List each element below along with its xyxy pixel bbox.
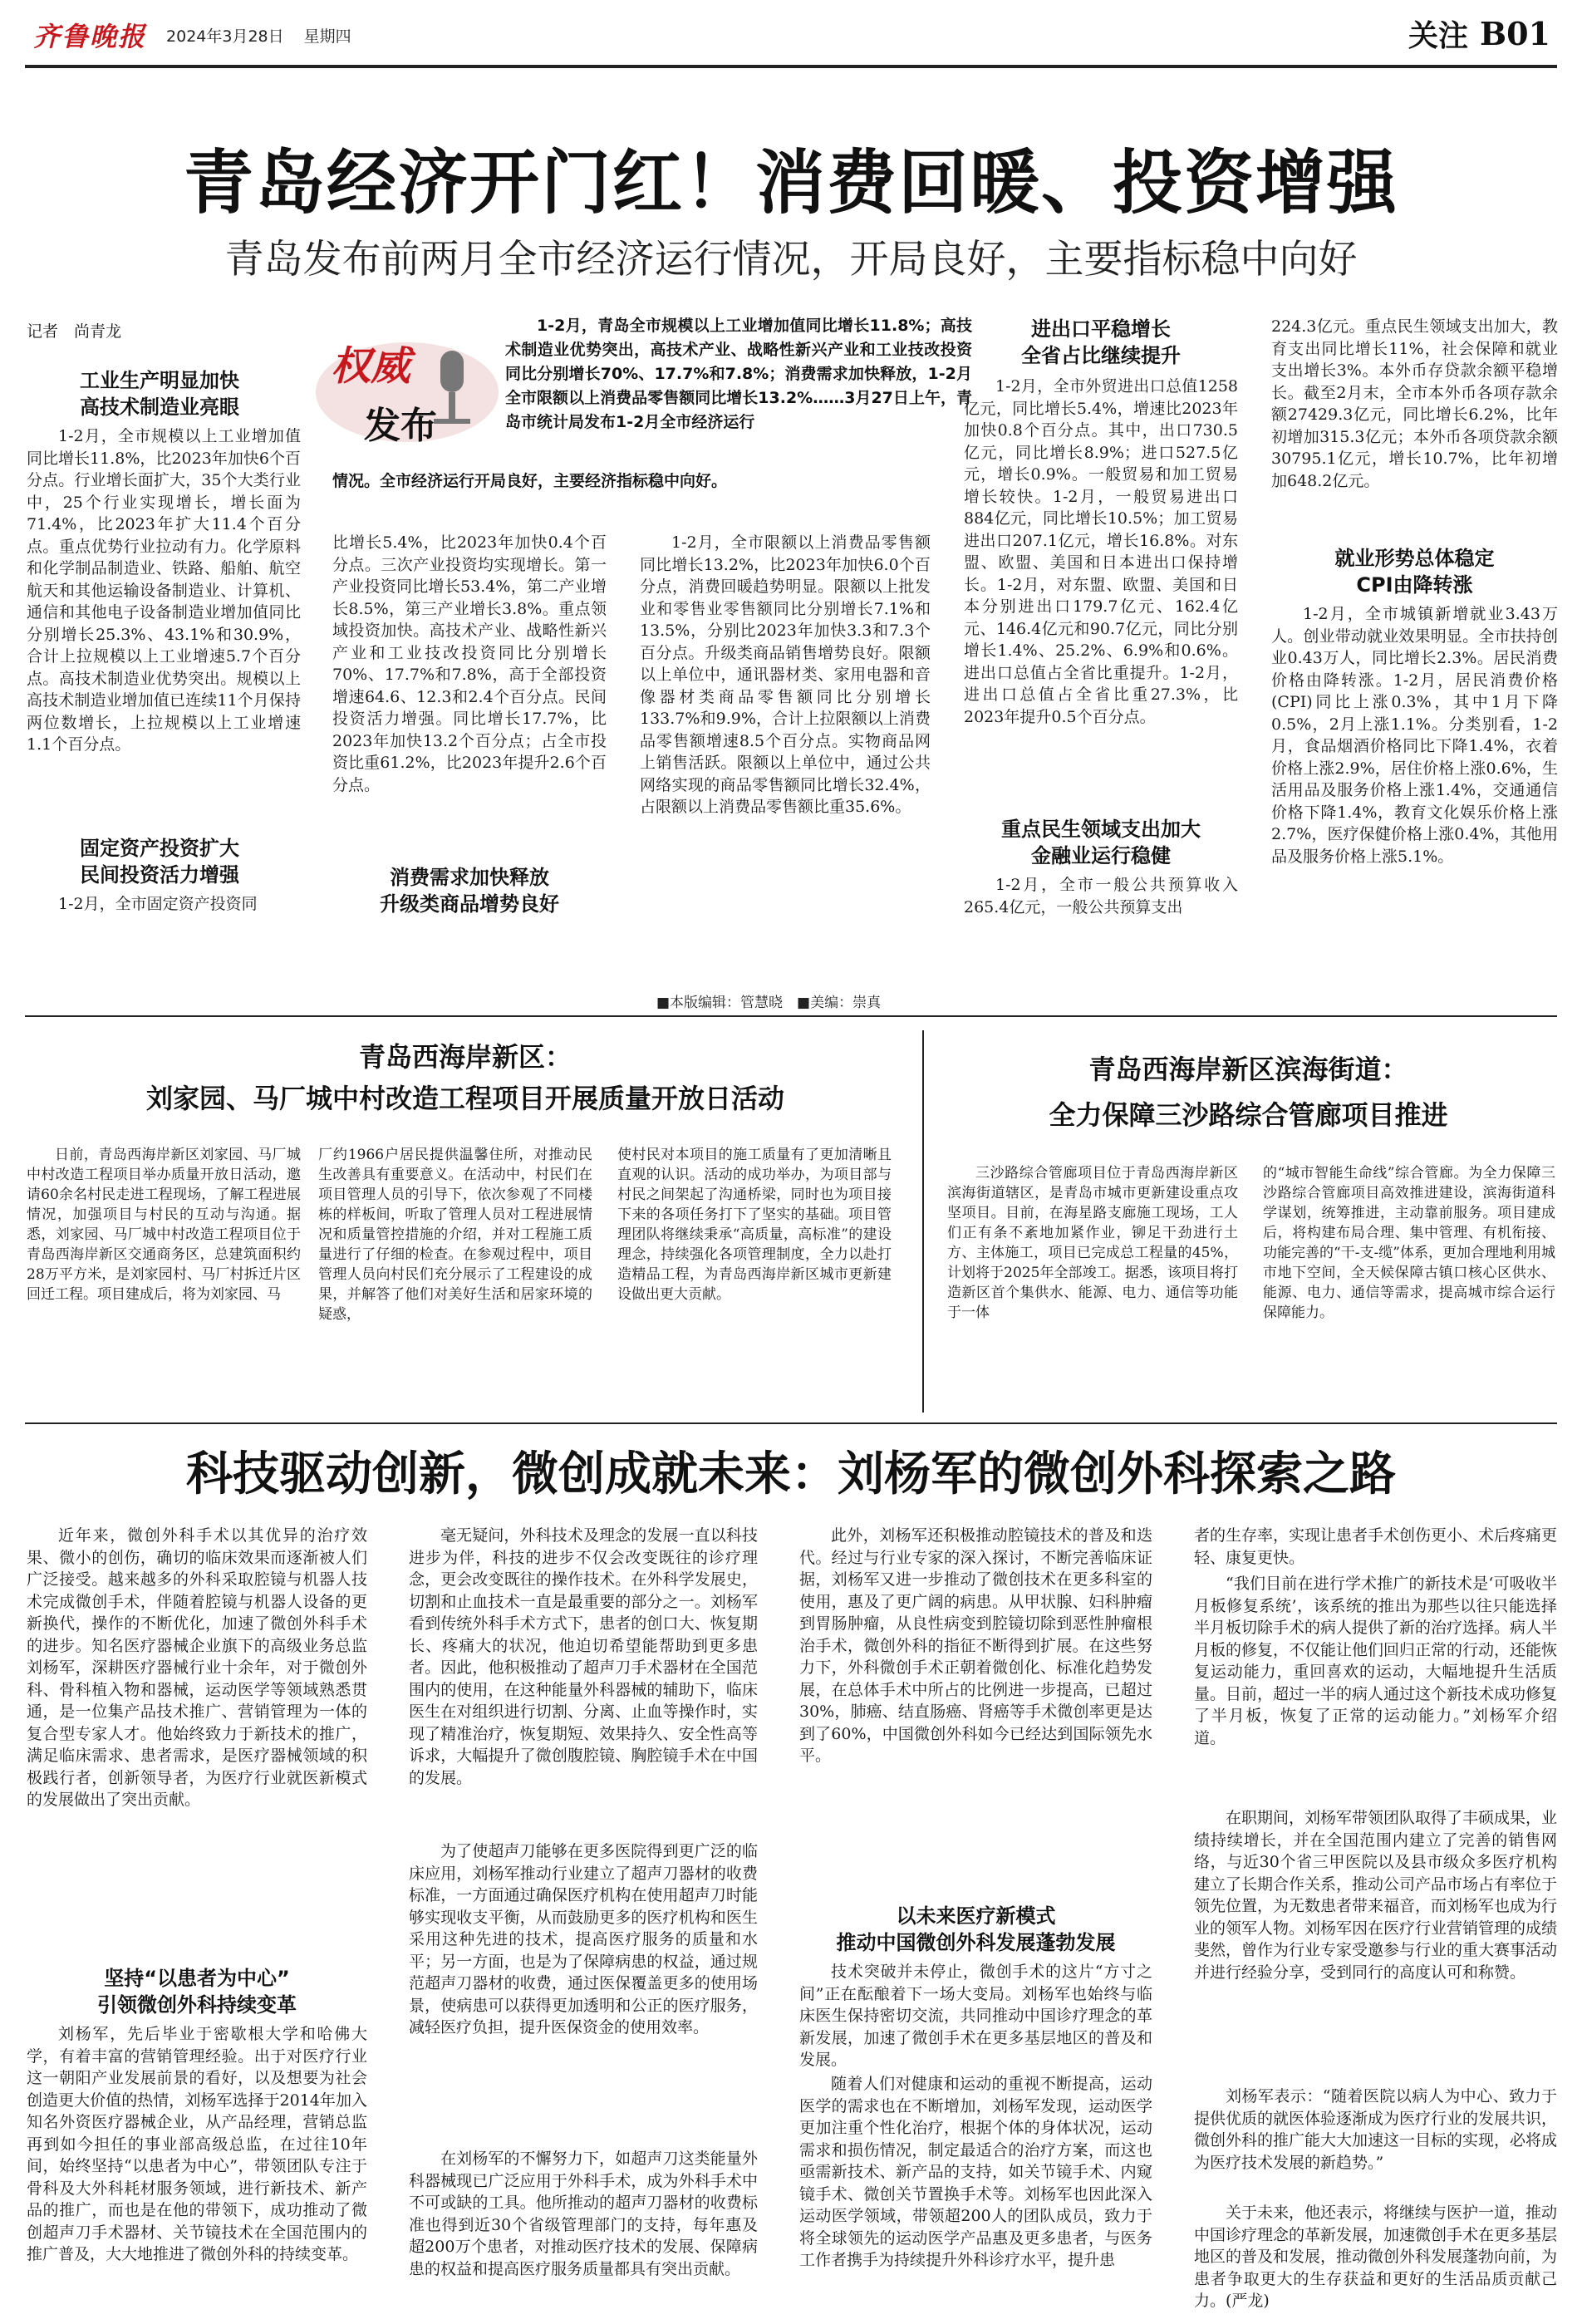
section-title-trade: 进出口平稳增长 全省占比继续提升 (1021, 317, 1181, 367)
feature-col4-para1: 者的生存率，实现让患者手术创伤更小、术后疼痛更轻、康复更快。 (1194, 1526, 1557, 1567)
feature-col3-para2: 技术突破并未停止，微创手术的这片“方寸之间”正在酝酿着下一场大变局。刘杨军也始终与临床医生保持密切交流，共同推动中国诊疗理念的革新发展，加速了微创手术在更多基层地区的普及和发展。 (799, 1963, 1152, 2069)
article-body-liujiayuan-3: 使村民对本项目的施工质量有了更加清晰且直观的认识。活动的成功举办，为项目部与村民之间架起了沟通桥梁，同时也为项目接下来的各项任务打下了坚实的基础。项目管理团队将继续秉承“高质量，高标准”的建设理念，持续强化各项管理制度，全力以赴打造精品工程，为青岛西海岸新区城市更新建设做出更大贡献。 (617, 1147, 892, 1303)
authority-release-emblem (307, 326, 507, 450)
feature-col2-para3: 在刘杨军的不懈努力下，如超声刀这类能量外科器械现已广泛应用于外科手术，成为外科手术中不可或缺的工具。他所推动的超声刀器材的收费标准也得到近30个省级管理部门的支持，每年惠及超200万个患者，对推动医疗技术的发展、保障病患的权益和提高医疗服务质量都具有突出贡献。 (409, 2150, 758, 2278)
feature-col2-para1: 毫无疑问，外科技术及理念的发展一直以科技进步为伴，科技的进步不仅会改变既往的诊疗理念，更会改变既往的操作技术。在外科学发展史，切割和止血技术一直是最重要的部分之一。刘杨军看到传统外科手术方式下，患者的创口大、恢复期长、疼痛大的状况，他迫切希望能帮助到更多患者。因此，他积极推动了超声刀手术器材在全国范围内的使用，在这种能量外科器械的辅助下，临床医生在对组织进行切割、分离、止血等操作时，实现了精准治疗，恢复期短、效果持久、安全性高等诉求，大幅提升了微创腹腔镜、胸腔镜手术在中国的发展。 (409, 1526, 758, 1787)
newspaper-logo: 齐鲁晚报 (33, 21, 147, 52)
feature-subtitle-patient-centered: 坚持“以患者为中心” 引领微创外科持续变革 (97, 1967, 297, 2017)
page-label (1408, 15, 1550, 52)
section-title-investment: 固定资产投资扩大 民间投资活力增强 (80, 837, 239, 887)
section-body-livelihood: 1-2月，全市一般公共预算收入265.4亿元，一般公共预算支出 (964, 876, 1238, 916)
sub-headline: 青岛发布前两月全市经济运行情况，开局良好，主要指标稳中向好 (224, 237, 1358, 283)
issue-date: 2024年3月28日 (166, 27, 284, 46)
section-divider (25, 1015, 1557, 1017)
section-title-industry: 工业生产明显加快 高技术制造业亮眼 (80, 369, 239, 419)
feature-col3-para3: 随着人们对健康和运动的重视不断提高，运动医学的需求也在不断增加，刘杨军发现，运动医学更加注重个性化治疗，根据个体的身体状况，运动需求和损伤情况，制定最适合的治疗方案，而这也亟需新技术、新产品的支持，如关节镜手术、内窥镜手术、微创关节置换手术等。刘杨军也因此深入运动医学领域，带领超200人的团队成员，致力于将全球领先的运动医学产品惠及更多患者，与医务工作者携手为持续提升外科诊疗水平，提升患 (799, 2075, 1152, 2269)
emblem-word-release: 发布 (364, 405, 437, 447)
article-kicker-binhai: 青岛西海岸新区滨海街道： (1088, 1054, 1408, 1085)
lead-paragraph: 1-2月，青岛全市规模以上工业增加值同比增长11.8%；高技术制造业优势突出，高技术产业、战略性新兴产业和工业技改投资同比分别增长70%、17.7%和7.8%；消费需求加快释放，1-2月全市限额以上消费品零售额同比增长13.2%……3月27日上午，青岛市统计局发布1-2月全市经济运行 (505, 317, 972, 431)
feature-subtitle-future-medicine: 以未来医疗新模式 推动中国微创外科发展蓬勃发展 (836, 1904, 1116, 1954)
section-title-consumption: 消费需求加快释放 升级类商品增势良好 (380, 866, 559, 916)
main-headline: 青岛经济开门红！消费回暖、投资增强 (183, 142, 1398, 224)
emblem-word-authority: 权威 (331, 343, 411, 390)
article-kicker-liujiayuan: 青岛西海岸新区： (358, 1041, 572, 1073)
section-title-livelihood: 重点民生领域支出加大 金融业运行稳健 (1001, 818, 1201, 867)
article-body-binhai-2: 的“城市智能生命线”综合管廊。为全力保障三沙路综合管廊项目高效推进建设，滨海街道科学谋划，统筹推进，主动靠前服务。项目建成后，将构建布局合理、集中管理、有机衔接、功能完善的“干-支-缆”体系，更加合理地利用城市地下空间，全天候保障古镇口核心区供水、能源、电力、通信等需求，提高城市综合运行保障能力。 (1263, 1165, 1555, 1321)
section-title-employment: 就业形势总体稳定 CPI由降转涨 (1334, 547, 1495, 597)
section-divider-2 (25, 1422, 1557, 1424)
article-body-binhai-1: 三沙路综合管廊项目位于青岛西海岸新区滨海街道辖区，是青岛市城市更新建设重点攻坚项目。目前，在海星路支廊施工现场，工人们正有条不紊地加紧作业，铆足干劲进行土方、主体施工，项目已完成总工程量的45%，计划将于2025年全部竣工。据悉，该项目将打造新区首个集供水、能源、电力、通信等功能于一体 (947, 1165, 1238, 1321)
article-body-liujiayuan-1: 日前，青岛西海岸新区刘家园、马厂城中村改造工程项目举办质量开放日活动，邀请60余名村民走进工程现场，了解工程进展情况，加强项目与村民的互动与沟通。据悉，刘家园、马厂城中村改造工程项目位于青岛西海岸新区交通商务区，总建筑面积约28万平方米，是刘家园村、马厂村拆迁片区回迁工程。项目建成后，将为刘家园、马 (27, 1147, 301, 1303)
feature-col1-para2: 刘杨军，先后毕业于密歇根大学和哈佛大学，有着丰富的营销管理经验。出于对医疗行业这一朝阳产业发展前景的看好，以及想要为社会创造更大价值的热情，刘杨军选择于2014年加入知名外资医疗器械企业，从产品经理，营销总监再到如今担任的事业部高级总监，在过往10年间，始终坚持“以患者为中心”，带领团队专注于骨科及大外科耗材服务领域，进行新技术、新产品的推广，而也是在他的带领下，成功推动了微创超声刀手术器材、关节镜技术在全国范围内的推广普及，大大地推进了微创外科的持续变革。 (27, 2025, 367, 2263)
section-body-trade: 1-2月，全市外贸进出口总值1258亿元，同比增长5.4%，增速比2023年加快0.8个百分点。其中，出口730.5亿元，同比增长8.9%；进口527.5亿元，增长0.9%。一般贸易和加工贸易增长较快。1-2月，一般贸易进出口884亿元，同比增长10.5%；加工贸易进出口207.1亿元，增长16.8%。对东盟、欧盟、美国和日本进出口保持增长。1-2月，对东盟、欧盟、美国和日本分别进出口179.7亿元、162.4亿元、146.4亿元和90.7亿元，同比分别增长1.4%、25.2%、6.9%和0.6%。进出口总值占全省比重提升。1-2月，进出口总值占全省比重27.3%，比2023年提升0.5个百分点。 (964, 377, 1238, 726)
section-body-employment: 1-2月，全市城镇新增就业3.43万人。创业带动就业效果明显。全市扶持创业0.43万人，同比增长2.3%。居民消费价格由降转涨。1-2月，居民消费价格(CPI)同比上涨0.3%，其中1月下降0.5%，2月上涨1.1%。分类别看，1-2月，食品烟酒价格同比下降1.4%，衣着价格上涨2.9%，居住价格上涨0.6%，生活用品及服务价格上涨1.4%，交通通信价格下降1.4%，教育文化娱乐价格上涨2.7%，医疗保健价格上涨0.4%，其他用品及服务价格上涨5.1%。 (1271, 605, 1558, 866)
section-body-investment: 1-2月，全市固定资产投资同 (58, 895, 258, 913)
feature-col4-para4: 刘杨军表示：“随着医院以病人为中心、致力于提供优质的就医体验逐渐成为医疗行业的发展共识，微创外科的推广能大大加速这一目标的实现，必将成为医疗技术发展的新趋势。” (1194, 2087, 1557, 2172)
section-body-investment-cont: 比增长5.4%，比2023年加快0.4个百分点。三次产业投资均实现增长。第一产业投资同比增长53.4%，第二产业增长8.5%，第三产业增长3.8%。重点领域投资加快。高技术产业、战略性新兴产业和工业技改投资同比分别增长70%、17.7%和7.8%，高于全部投资增速64.6、12.3和2.4个百分点。民间投资活力增强。同比增长17.7%，比2023年加快13.2个百分点；占全市投资比重61.2%，比2023年提升2.6个百分点。 (332, 533, 607, 794)
feature-headline: 科技驱动创新，微创成就未来：刘杨军的微创外科探索之路 (186, 1447, 1396, 1501)
section-body-industry: 1-2月，全市规模以上工业增加值同比增长11.8%，比2023年加快6个百分点。行业增长面扩大，35个大类行业中，25个行业实现增长，增长面为71.4%，比2023年扩大11.4个百分点。重点优势行业拉动有力。化学原料和化学制品制造业、铁路、船舶、航空航天和其他运输设备制造业、计算机、通信和其他电子设备制造业增加值同比分别增长25.3%、43.1%和30.9%，合计上拉规模以上工业增速5.7个百分点。高技术制造业优势突出。规模以上高技术制造业增加值已连续11个月保持两位数增长，上拉规模以上工业增速1.1个百分点。 (27, 427, 301, 754)
section-label: 关注 (1408, 18, 1468, 52)
section-body-consumption: 1-2月，全市限额以上消费品零售额同比增长13.2%，比2023年加快6.0个百分点，消费回暖趋势明显。限额以上批发业和零售业零售额同比分别增长7.1%和13.5%，分别比2023年加快3.3和7.3个百分点。升级类商品销售增势良好。限额以上单位中，通讯器材类、家用电器和音像器材类商品零售额同比分别增长133.7%和9.9%，合计上拉限额以上消费品零售额增速8.5个百分点。实物商品网上销售活跃。限额以上单位中，通过公共网络实现的商品零售额同比增长32.4%，占限额以上消费品零售额比重35.6%。 (640, 533, 931, 816)
article-body-liujiayuan-2: 厂约1966户居民提供温馨住所，对推动民生改善具有重要意义。在活动中，村民们在项目管理人员的引导下，依次参观了不同楼栋的样板间，听取了管理人员对工程进展情况和质量管控措施的介绍，并对工程施工质量进行了仔细的检查。在参观过程中，项目管理人员向村民们充分展示了工程建设的成果，并解答了他们对美好生活和居家环境的疑惑， (318, 1147, 592, 1323)
lead-paragraph-tail: 情况。全市经济运行开局良好，主要经济指标稳中向好。 (332, 472, 728, 490)
article-title-liujiayuan: 刘家园、马厂城中村改造工程项目开展质量开放日活动 (145, 1083, 784, 1114)
header-rule (25, 65, 1557, 68)
column-divider (922, 1030, 924, 1413)
feature-col4-para2: “我们目前在进行学术推广的新技术是‘可吸收半月板修复系统’，该系统的推出为那些以往只能选择半月板切除手术的病人提供了新的治疗选择。病人半月板的修复，不仅能让他们回归正常的行动，还能恢复运动能力，重回喜欢的运动，大幅地提升生活质量。目前，超过一半的病人通过这个新技术成功修复了半月板，恢复了正常的运动能力。”刘杨军介绍道。 (1194, 1575, 1557, 1747)
feature-col4-para5: 关于未来，他还表示，将继续与医护一道，推动中国诊疗理念的革新发展，加速微创手术在更多基层地区的普及和发展，推动微创外科发展蓬勃向前，为患者争取更大的生存获益和更好的生活品质贡献己力。(严龙) (1194, 2204, 1557, 2310)
editors-credit: ■本版编辑：管慧晓 ■美编：崇真 (656, 995, 882, 1011)
byline: 记者 尚青龙 (27, 322, 122, 341)
page-number: B01 (1480, 15, 1550, 52)
feature-col2-para2: 为了使超声刀能够在更多医院得到更广泛的临床应用，刘杨军推动行业建立了超声刀器材的收费标准，一方面通过确保医疗机构在使用超声刀时能够实现收支平衡，从而鼓励更多的医疗机构和医生采用这种先进的技术，提高医疗服务的质量和水平；另一方面，也是为了保障病患的权益，通过规范超声刀器材的收费，通过医保覆盖更多的使用场景，使病患可以获得更加透明和公正的医疗服务，减轻医疗负担，提升医保资金的使用效率。 (409, 1842, 758, 2037)
masthead (33, 18, 351, 52)
article-title-binhai: 全力保障三沙路综合管廊项目推进 (1049, 1099, 1448, 1131)
issue-weekday: 星期四 (303, 27, 351, 46)
feature-col4-para3: 在职期间，刘杨军带领团队取得了丰硕成果，业绩持续增长，并在全国范围内建立了完善的销售网络，与近30个省三甲医院以及县市级众多医疗机构建立了长期合作关系，推动公司产品市场占有率位于领先位置，为无数患者带来福音，而刘杨军也成为行业的领军人物。刘杨军因在医疗行业营销管理的成绩斐然，曾作为行业专家受邀参与行业的重大赛事活动并进行经验分享，受到同行的高度认可和称赞。 (1194, 1809, 1557, 1982)
feature-col3-para1: 此外，刘杨军还积极推动腔镜技术的普及和迭代。经过与行业专家的深入探讨，不断完善临床证据，刘杨军又进一步推动了微创技术在更多科室的使用，惠及了更广阔的病患。从甲状腺、妇科肿瘤到胃肠肿瘤，从良性病变到腔镜切除到恶性肿瘤根治手术，微创外科的指征不断得到扩展。在这些努力下，外科微创手术正朝着微创化、标准化趋势发展，在总体手术中所占的比例进一步提高，已超过30%，肺癌、结直肠癌、肾癌等手术微创率更是达到了60%，中国微创外科如今已经达到国际领先水平。 (799, 1526, 1152, 1765)
section-body-livelihood-cont: 224.3亿元。重点民生领域支出加大，教育支出同比增长11%，社会保障和就业支出增长3%。本外币存贷款余额平稳增长。截至2月末，全市本外币各项存款余额27429.3亿元，同比增长6.2%，比年初增加315.3亿元；本外币各项贷款余额30795.1亿元，增长10.7%，比年初增加648.2亿元。 (1271, 317, 1558, 490)
feature-col1-para1: 近年来，微创外科手术以其优异的治疗效果、微小的创伤，确切的临床效果而逐渐被人们广泛接受。越来越多的外科采取腔镜与机器人技术完成微创手术，伴随着腔镜与机器人设备的更新换代，操作的不断优化，加速了微创外科手术的进步。知名医疗器械企业旗下的高级业务总监刘杨军，深耕医疗器械行业十余年，对于微创外科、骨科植入物和器械，运动医学等领域熟悉贯通，是一位集产品技术推广、营销管理为一体的复合型专家人才。他始终致力于新技术的推广，满足临床需求、患者需求，是医疗器械领域的积极践行者，创新领导者，为医疗行业就医新模式的发展做出了突出贡献。 (27, 1526, 367, 1809)
